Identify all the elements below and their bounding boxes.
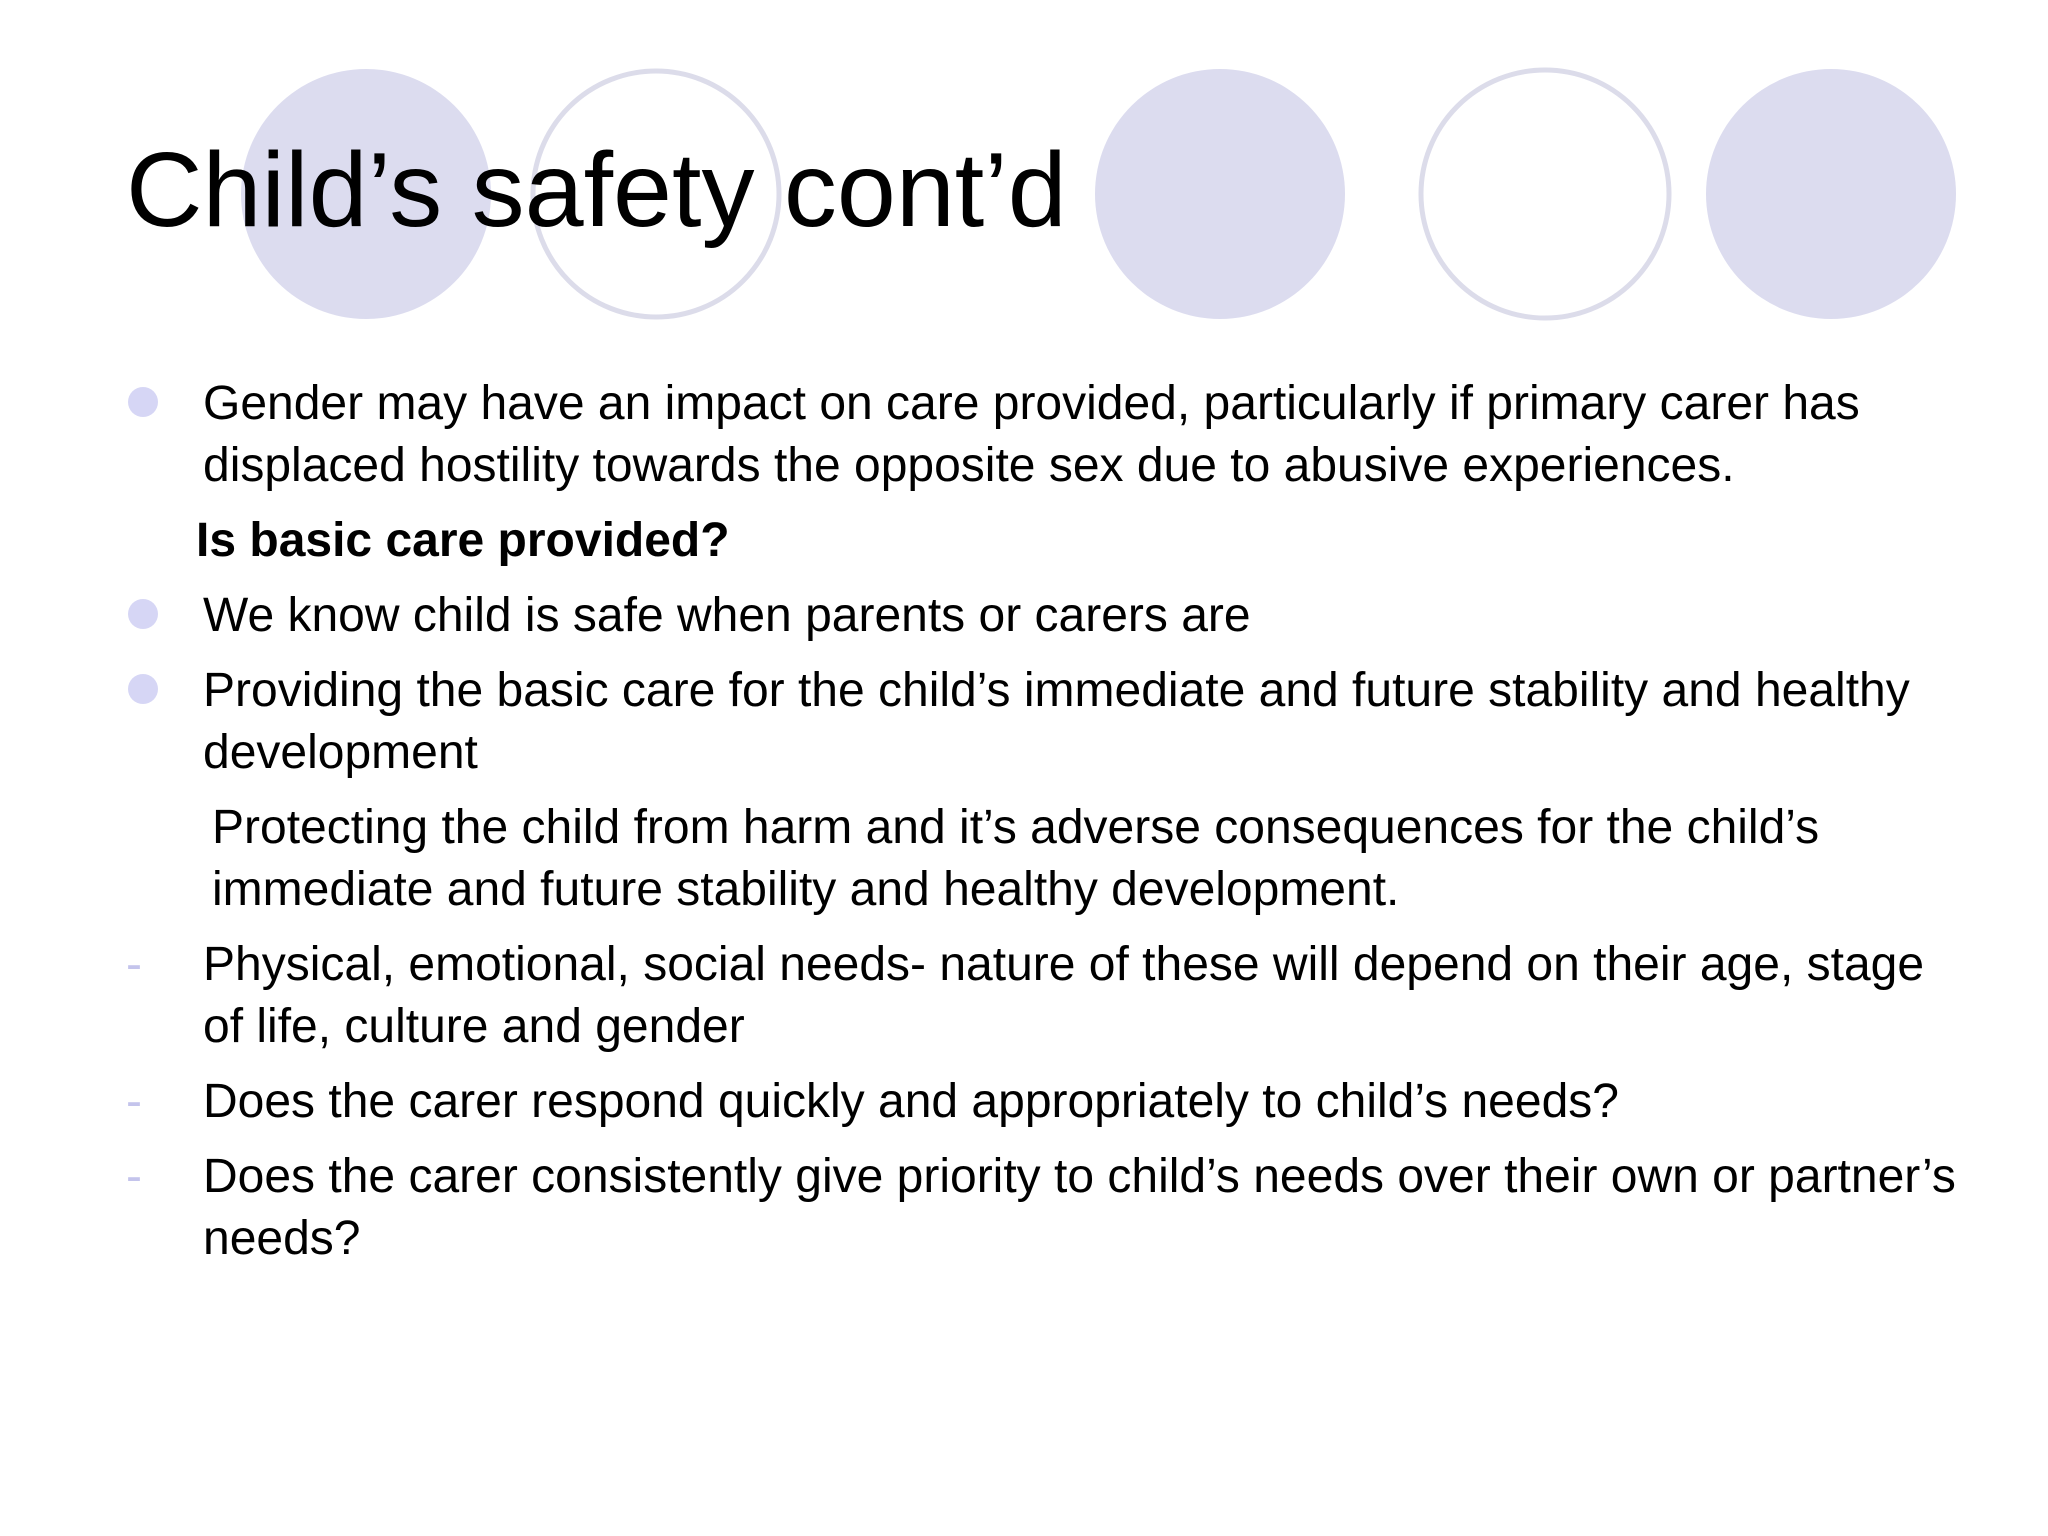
bullet-icon bbox=[128, 674, 158, 704]
dash-text: Physical, emotional, social needs- nature of these will depend on their age, stage of life, culture and gender bbox=[203, 938, 1925, 1053]
subheading-text: Is basic care provided? bbox=[196, 514, 730, 567]
bullet-icon bbox=[128, 387, 158, 417]
circle-decoration-filled bbox=[1095, 69, 1345, 319]
circle-decoration-outline bbox=[1421, 70, 1669, 318]
circle-decoration-filled bbox=[1706, 69, 1956, 319]
slide-body bbox=[126, 373, 1956, 1283]
dash-item bbox=[126, 1071, 1956, 1133]
bullet-text: Gender may have an impact on care provided, particularly if primary carer has displaced hostility towards the opposite sex due to abusive experiences. bbox=[203, 377, 1860, 492]
dash-text: Does the carer consistently give priority to child’s needs over their own or partner’s needs? bbox=[203, 1150, 1956, 1265]
dash-item bbox=[126, 1146, 1956, 1270]
dash-icon: - bbox=[126, 938, 142, 991]
dash-item bbox=[126, 934, 1956, 1058]
bullet-item bbox=[126, 373, 1956, 497]
bullet-item bbox=[126, 585, 1956, 647]
dash-text: Does the carer respond quickly and appropriately to child’s needs? bbox=[203, 1075, 1619, 1128]
bold-subheading bbox=[126, 510, 1956, 572]
bullet-text: Providing the basic care for the child’s immediate and future stability and healthy development bbox=[203, 664, 1910, 779]
paragraph-text: Protecting the child from harm and it’s adverse consequences for the child’s immediate and future stability and healthy development. bbox=[212, 801, 1820, 916]
dash-icon: - bbox=[126, 1150, 142, 1203]
bullet-icon bbox=[128, 599, 158, 629]
paragraph bbox=[126, 797, 1956, 921]
slide-title: Child’s safety cont’d bbox=[126, 131, 1067, 249]
dash-icon: - bbox=[126, 1075, 142, 1128]
bullet-item bbox=[126, 660, 1956, 784]
bullet-text: We know child is safe when parents or carers are bbox=[203, 589, 1251, 642]
